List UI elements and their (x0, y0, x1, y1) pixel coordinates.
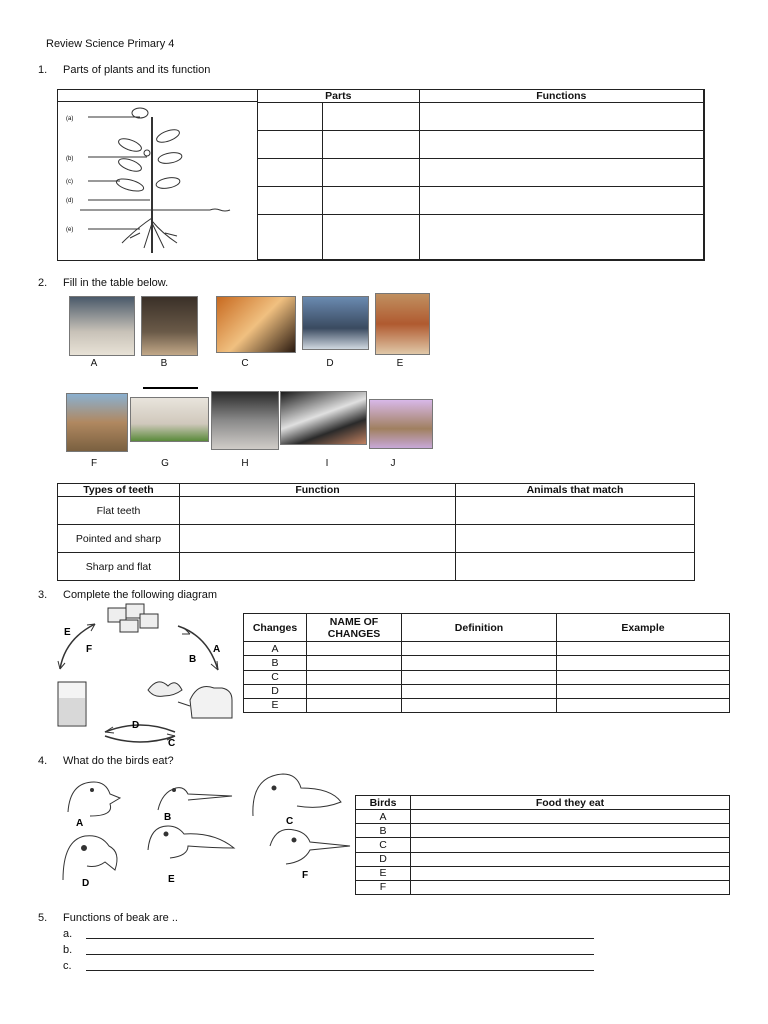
plant-label-c: (c) (66, 179, 73, 185)
plant-label-b: (b) (66, 156, 74, 162)
q1-number: 1. (38, 64, 48, 76)
animal-label-g: G (161, 458, 169, 469)
table-cell[interactable] (456, 497, 695, 525)
q4-text: What do the birds eat? (63, 755, 174, 767)
animal-label-a: A (90, 358, 98, 369)
answer-line-c[interactable] (86, 970, 594, 971)
food-header: Food they eat (411, 796, 730, 810)
q3-number: 3. (38, 589, 48, 601)
table-cell[interactable] (557, 642, 730, 656)
bird-label-a: A (76, 818, 84, 829)
table-cell[interactable] (411, 838, 730, 852)
table-cell[interactable] (258, 103, 323, 131)
table-cell[interactable] (419, 131, 703, 159)
table-cell[interactable] (411, 880, 730, 894)
table-cell[interactable] (557, 670, 730, 684)
page-title: Review Science Primary 4 (46, 38, 175, 50)
animal-label-d: D (326, 358, 334, 369)
animal-label-c: C (241, 358, 249, 369)
plant-parts-table (257, 89, 704, 260)
example-header: Example (557, 614, 730, 642)
animal-photo-d (302, 296, 369, 350)
changes-row-label: E (244, 698, 307, 712)
changes-row-label: C (244, 670, 307, 684)
table-cell[interactable] (419, 103, 703, 131)
table-cell[interactable] (411, 866, 730, 880)
table-cell[interactable] (402, 670, 557, 684)
table-cell[interactable] (419, 159, 703, 187)
answer-line-b[interactable] (86, 954, 594, 955)
table-cell[interactable] (402, 698, 557, 712)
table-cell[interactable] (411, 824, 730, 838)
cycle-label-f: F (86, 644, 93, 655)
divider-line (143, 387, 198, 389)
birds-header: Birds (356, 796, 411, 810)
table-cell[interactable] (307, 656, 402, 670)
animal-label-b: B (160, 358, 168, 369)
teeth-row-label: Pointed and sharp (58, 525, 180, 553)
parts-header: Parts (258, 90, 420, 103)
q4-number: 4. (38, 755, 48, 767)
cycle-label-c: C (168, 738, 176, 749)
teeth-header-animals: Animals that match (456, 484, 695, 497)
table-cell[interactable] (258, 131, 323, 159)
bird-label-d: D (82, 878, 90, 889)
animal-photo-b (141, 296, 198, 356)
table-cell[interactable] (557, 698, 730, 712)
q5-item-b: b. (63, 944, 73, 956)
animal-photo-i (280, 391, 367, 445)
table-cell[interactable] (322, 131, 419, 159)
q5-item-c: c. (63, 960, 72, 972)
animal-photo-g (130, 397, 209, 442)
changes-row-label: D (244, 684, 307, 698)
teeth-row-label: Flat teeth (58, 497, 180, 525)
animal-label-h: H (241, 458, 249, 469)
q5-text: Functions of beak are .. (63, 912, 178, 924)
water-cycle-diagram (50, 600, 240, 750)
animal-photo-f (66, 393, 128, 452)
table-cell[interactable] (307, 698, 402, 712)
table-cell[interactable] (307, 684, 402, 698)
q2-text: Fill in the table below. (63, 277, 169, 289)
table-cell[interactable] (307, 642, 402, 656)
table-cell[interactable] (322, 215, 419, 260)
bird-row-label: A (356, 810, 411, 824)
table-cell[interactable] (307, 670, 402, 684)
q5-number: 5. (38, 912, 48, 924)
cycle-label-b: B (189, 654, 197, 665)
table-cell[interactable] (411, 852, 730, 866)
name-of-changes-header: NAME OF CHANGES (307, 614, 402, 642)
bird-row-label: B (356, 824, 411, 838)
q2-number: 2. (38, 277, 48, 289)
table-cell[interactable] (180, 525, 456, 553)
table-cell[interactable] (322, 159, 419, 187)
q5-item-a: a. (63, 928, 73, 940)
teeth-header-type: Types of teeth (58, 484, 180, 497)
table-cell[interactable] (402, 642, 557, 656)
animal-label-j: J (390, 458, 396, 469)
table-cell[interactable] (258, 159, 323, 187)
animal-photo-j (369, 399, 433, 449)
table-cell[interactable] (322, 103, 419, 131)
bird-label-b: B (164, 812, 172, 823)
animal-photo-a (69, 296, 135, 356)
animal-photo-c (216, 296, 296, 353)
animal-label-e: E (396, 358, 404, 369)
table-cell[interactable] (557, 684, 730, 698)
table-cell[interactable] (258, 187, 323, 215)
bird-beaks-diagram (58, 770, 353, 895)
changes-row-label: B (244, 656, 307, 670)
table-cell[interactable] (322, 187, 419, 215)
bird-label-f: F (302, 870, 309, 881)
table-cell[interactable] (180, 553, 456, 581)
bird-label-c: C (286, 816, 294, 827)
birds-table (355, 795, 730, 895)
table-cell[interactable] (180, 497, 456, 525)
table-cell[interactable] (402, 684, 557, 698)
table-cell[interactable] (557, 656, 730, 670)
animal-photo-e (375, 293, 430, 355)
q1-text: Parts of plants and its function (63, 64, 211, 76)
plant-diagram (60, 103, 255, 258)
plant-label-a: (a) (66, 116, 74, 122)
table-cell[interactable] (419, 187, 703, 215)
table-cell[interactable] (456, 525, 695, 553)
table-cell[interactable] (258, 215, 323, 260)
definition-header: Definition (402, 614, 557, 642)
teeth-header-function: Function (180, 484, 456, 497)
animal-label-i: I (325, 458, 329, 469)
table-cell[interactable] (456, 553, 695, 581)
bird-row-label: C (356, 838, 411, 852)
teeth-row-label: Sharp and flat (58, 553, 180, 581)
changes-header: Changes (244, 614, 307, 642)
bird-row-label: F (356, 880, 411, 894)
bird-label-e: E (168, 874, 175, 885)
q1-frame-rule (57, 101, 257, 102)
table-cell[interactable] (402, 656, 557, 670)
table-cell[interactable] (411, 810, 730, 824)
plant-label-d: (d) (66, 198, 74, 204)
bird-row-label: D (356, 852, 411, 866)
table-cell[interactable] (419, 215, 703, 260)
plant-label-e: (e) (66, 227, 74, 233)
cycle-label-d: D (132, 720, 140, 731)
changes-row-label: A (244, 642, 307, 656)
changes-table (243, 613, 730, 713)
functions-header: Functions (419, 90, 703, 103)
q3-text: Complete the following diagram (63, 589, 218, 601)
cycle-label-a: A (213, 644, 221, 655)
animal-label-f: F (90, 458, 98, 469)
cycle-label-e: E (64, 627, 71, 638)
animal-photo-h (211, 391, 279, 450)
teeth-table (57, 483, 695, 581)
answer-line-a[interactable] (86, 938, 594, 939)
bird-row-label: E (356, 866, 411, 880)
